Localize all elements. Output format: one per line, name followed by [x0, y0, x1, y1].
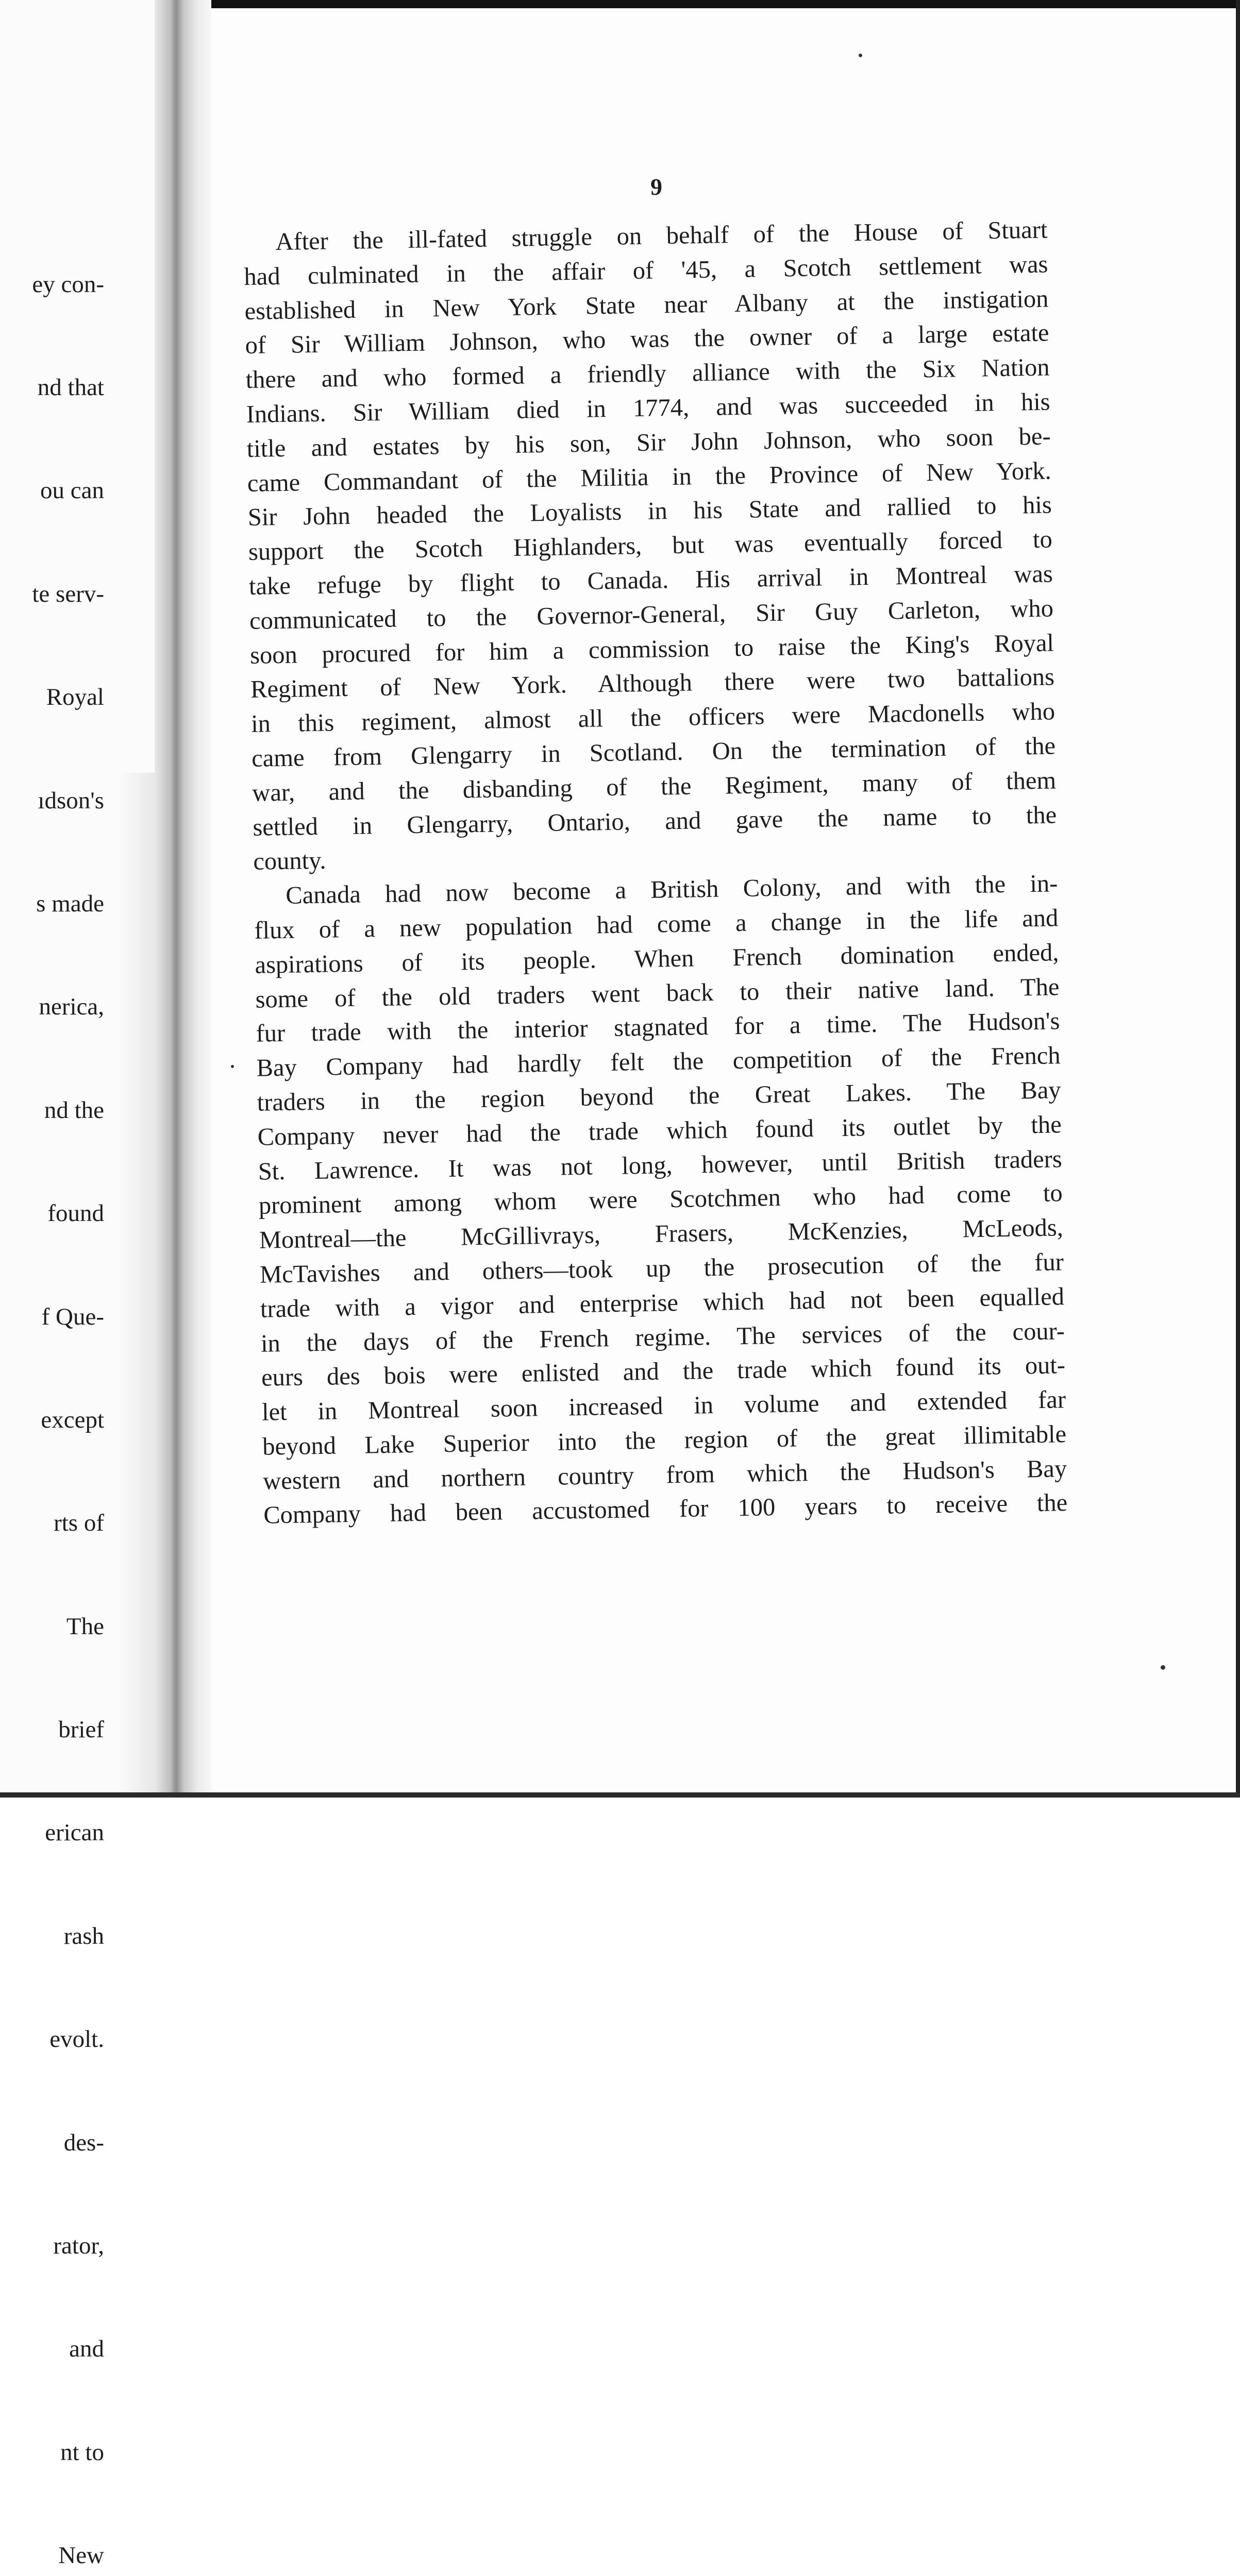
text-line: of Sir William Johnson, who was the owner of a large estate: [245, 319, 1049, 360]
text-line: Canada had now become a British Colony, and with the in-: [286, 870, 1058, 910]
facing-line: s made: [36, 890, 104, 917]
text-line: came Commandant of the Militia in the Province of New York.: [247, 457, 1052, 497]
text-line: Bay Company had hardly felt the competition of the French: [256, 1042, 1061, 1082]
text-line: traders in the region beyond the Great Lakes. The Bay: [257, 1076, 1061, 1116]
text-line: Company had been accustomed for 100 years to receive the: [263, 1489, 1068, 1530]
text-line: Montreal—the McGillivrays, Frasers, McKenzies, McLeods,: [259, 1214, 1064, 1254]
text-line: communicated to the Governor-General, Sir Guy Carleton, who: [249, 595, 1054, 635]
facing-line: brief: [58, 1716, 104, 1743]
scan-top-edge: [211, 0, 1240, 8]
scan-bottom-edge: [0, 1792, 1240, 1798]
text-line: Company never had the trade which found its outlet by the: [257, 1111, 1062, 1151]
text-line: settled in Glengarry, Ontario, and gave the name to the: [252, 801, 1057, 841]
facing-line: Royal: [46, 684, 104, 711]
text-line: Sir John headed the Loyalists in his State and rallied to his: [247, 491, 1052, 532]
scan-right-edge: [1236, 0, 1240, 1798]
facing-line: nd the: [44, 1096, 104, 1124]
text-line: established in New York State near Albany at the instigation: [244, 285, 1049, 325]
facing-line: and: [69, 2335, 104, 2363]
text-line: flux of a new population had come a change in the life and: [254, 904, 1059, 944]
facing-line: found: [47, 1200, 104, 1227]
dust-speck: [859, 54, 862, 57]
text-line: western and northern country from which the Hudson's Bay: [262, 1454, 1067, 1495]
text-line: in this regiment, almost all the officers were Macdonells who: [250, 698, 1055, 738]
facing-line: ey con-: [32, 270, 104, 298]
text-line: eurs des bois were enlisted and the trade which found its out-: [261, 1351, 1066, 1392]
text-line: prominent among whom were Scotchmen who had come to: [258, 1179, 1063, 1220]
text-line: beyond Lake Superior into the region of the great illimitable: [262, 1420, 1067, 1461]
text-line: Regiment of New York. Although there were two battalions: [250, 663, 1055, 704]
page-number: 9: [650, 174, 662, 200]
text-line: there and who formed a friendly alliance with the Six Nation: [245, 353, 1050, 394]
facing-line: nt to: [60, 2438, 104, 2466]
text-line: support the Scotch Highlanders, but was eventually forced to: [248, 526, 1053, 566]
text-line: in the days of the French regime. The services of the cour-: [260, 1317, 1065, 1358]
facing-page-text: [0, 198, 104, 2576]
text-line: war, and the disbanding of the Regiment, many of them: [252, 767, 1057, 807]
text-line: came from Glengarry in Scotland. On the termination of the: [251, 732, 1056, 772]
facing-line: f Que-: [41, 1303, 104, 1330]
dust-speck: [231, 1065, 234, 1068]
book-gutter: [155, 0, 211, 1798]
text-line: aspirations of its people. When French domination ended,: [255, 939, 1059, 979]
facing-line: erican: [45, 1819, 104, 1846]
text-line: Indians. Sir William died in 1774, and was succeeded in his: [246, 388, 1050, 428]
facing-line: rash: [63, 1922, 104, 1950]
facing-line: ıdson's: [38, 787, 104, 814]
text-line: let in Montreal soon increased in volume and extended far: [261, 1386, 1066, 1426]
facing-line: New: [58, 2542, 104, 2569]
facing-line: rts of: [54, 1510, 104, 1537]
facing-line: nd that: [37, 374, 104, 401]
text-line: McTavishes and others—took up the prosecution of the fur: [259, 1248, 1064, 1289]
text-line: had culminated in the affair of '45, a Scotch settlement was: [244, 250, 1048, 291]
text-line: county.: [253, 846, 326, 876]
text-line: St. Lawrence. It was not long, however, until British traders: [258, 1145, 1063, 1185]
facing-line: des-: [63, 2129, 104, 2156]
facing-line: ou can: [40, 477, 104, 504]
text-line: some of the old traders went back to their native land. The: [255, 973, 1060, 1013]
body-text: [243, 213, 1068, 1533]
binding-shadow: [119, 773, 155, 1798]
text-line: trade with a vigor and enterprise which had not been equalled: [260, 1282, 1065, 1323]
dust-speck: [1161, 1665, 1165, 1670]
text-line: title and estates by his son, Sir John Johnson, who soon be-: [246, 422, 1051, 463]
facing-line: evolt.: [49, 2026, 104, 2053]
text-line: take refuge by flight to Canada. His arrival in Montreal was: [248, 560, 1053, 600]
facing-line: nerica,: [39, 993, 104, 1021]
text-line: soon procured for him a commission to raise the King's Royal: [249, 629, 1054, 669]
facing-line: te serv-: [32, 580, 104, 607]
facing-line: The: [66, 1613, 104, 1640]
text-line: fur trade with the interior stagnated for a time. The Hudson's: [256, 1007, 1060, 1048]
text-line: After the ill-fated struggle on behalf of the House of Stuart: [275, 216, 1048, 256]
facing-line: rator,: [53, 2232, 104, 2260]
facing-line: except: [41, 1406, 104, 1433]
